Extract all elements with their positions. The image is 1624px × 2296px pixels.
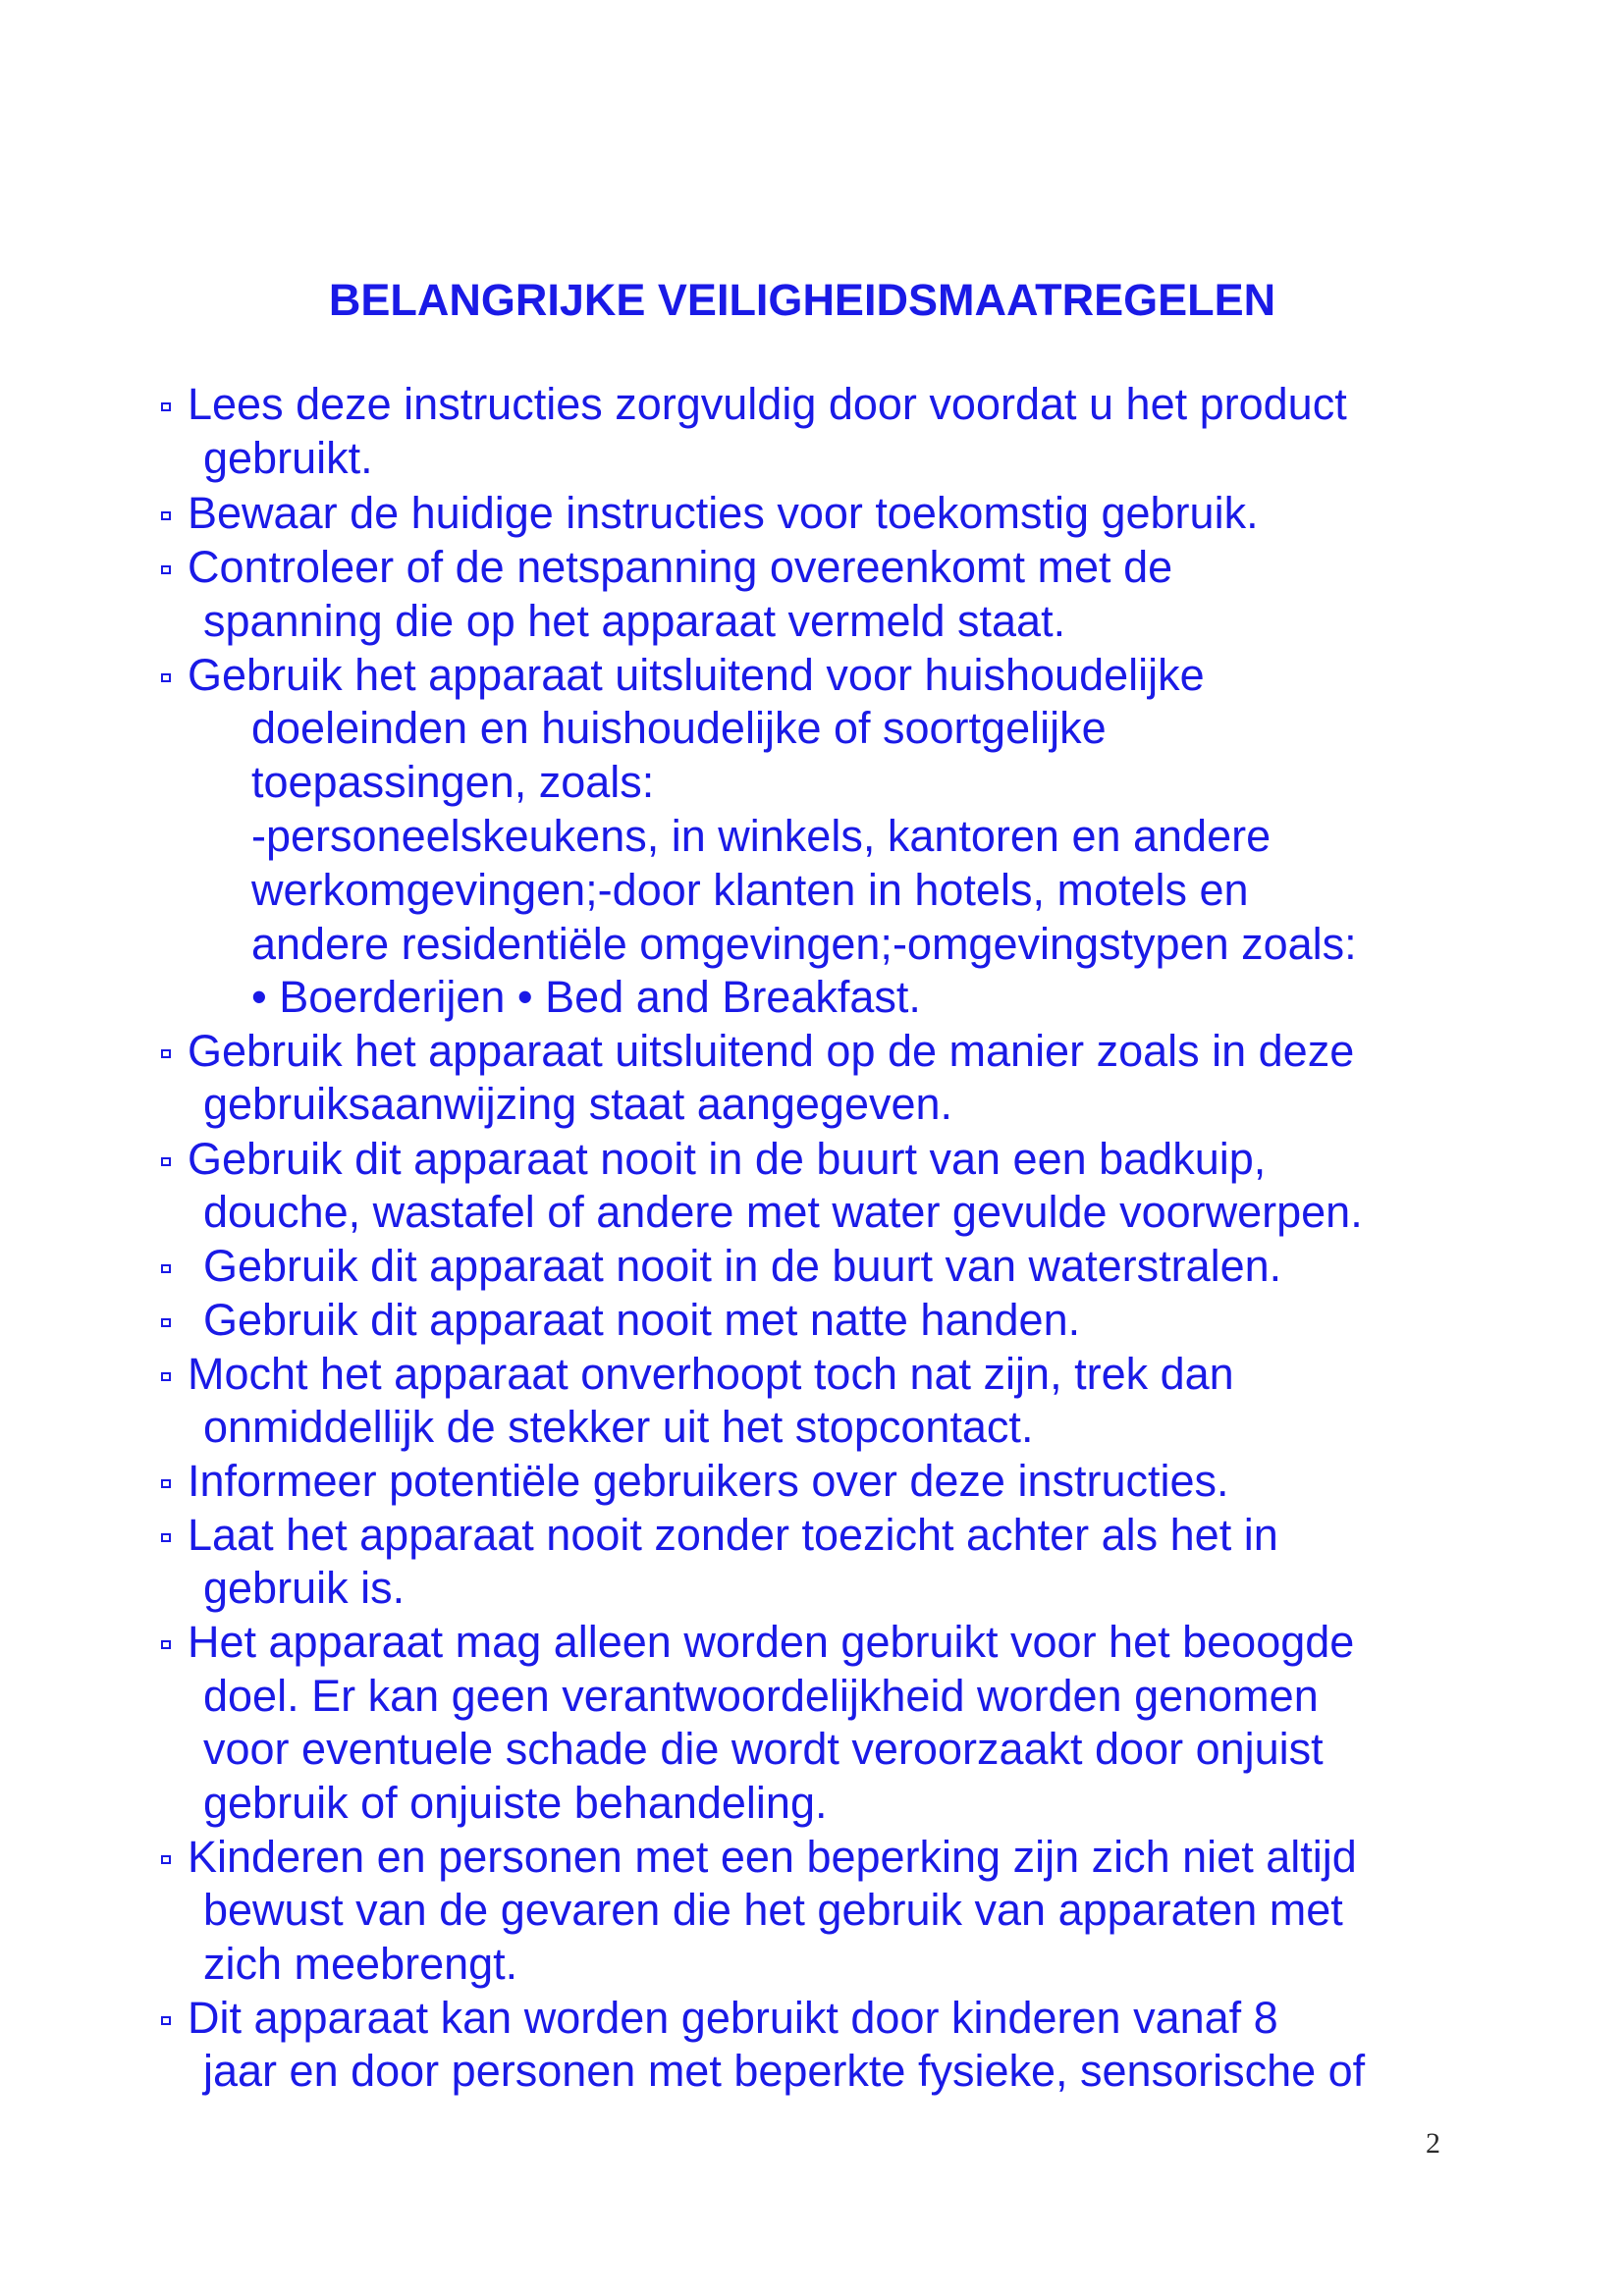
- list-item-line: Het apparaat mag alleen worden gebruikt voor het beoogde: [188, 1617, 1355, 1667]
- list-item-line: Kinderen en personen met een beperking zijn zich niet altijd: [188, 1832, 1357, 1882]
- list-item-line: gebruiksaanwijzing staat aangegeven.: [203, 1079, 953, 1129]
- list-item-line: toepassingen, zoals:: [251, 757, 655, 807]
- list-item-line: Controleer of de netspanning overeenkomt met de: [188, 542, 1173, 592]
- list-item-line: -personeelskeukens, in winkels, kantoren en andere: [251, 811, 1272, 861]
- list-item-line: bewust van de gevaren die het gebruik van apparaten met: [203, 1885, 1343, 1935]
- list-item-line: Laat het apparaat nooit zonder toezicht achter als het in: [188, 1510, 1278, 1560]
- page-number: 2: [1426, 2127, 1440, 2160]
- bullet-icon: [161, 1640, 171, 1649]
- bullet-icon: [161, 511, 171, 520]
- list-item-line: gebruik is.: [203, 1563, 406, 1613]
- bullet-icon: [161, 1855, 171, 1864]
- bullet-icon: [161, 1372, 171, 1381]
- bullet-icon: [161, 1533, 171, 1542]
- list-item-line: andere residentiële omgevingen;-omgevingstypen zoals:: [251, 919, 1357, 969]
- bullet-icon: [161, 1049, 171, 1058]
- list-item-line: Lees deze instructies zorgvuldig door voordat u het product: [188, 379, 1347, 429]
- bullet-icon: [161, 2016, 171, 2025]
- list-item-line: douche, wastafel of andere met water gevulde voorwerpen.: [203, 1187, 1363, 1237]
- list-item-line: gebruikt.: [203, 433, 373, 483]
- list-item-line: spanning die op het apparaat vermeld staat.: [203, 596, 1066, 646]
- bullet-icon: [161, 1318, 171, 1327]
- list-item-line: Bewaar de huidige instructies voor toekomstig gebruik.: [188, 488, 1259, 538]
- bullet-icon: [161, 402, 171, 411]
- list-item-line: Gebruik het apparaat uitsluitend op de manier zoals in deze: [188, 1026, 1355, 1076]
- list-item-line: Informeer potentiële gebruikers over deze instructies.: [188, 1456, 1229, 1506]
- list-item-line: gebruik of onjuiste behandeling.: [203, 1778, 828, 1828]
- list-item-line: onmiddellijk de stekker uit het stopcontact.: [203, 1402, 1034, 1452]
- list-item-line: Mocht het apparaat onverhoopt toch nat zijn, trek dan: [188, 1349, 1234, 1399]
- bullet-icon: [161, 1479, 171, 1488]
- list-item-line: zich meebrengt.: [203, 1939, 518, 1989]
- list-item-line: Gebruik dit apparaat nooit met natte handen.: [203, 1295, 1081, 1345]
- list-item-line: jaar en door personen met beperkte fysieke, sensorische of: [203, 2046, 1366, 2096]
- list-item-line: Gebruik dit apparaat nooit in de buurt van een badkuip,: [188, 1134, 1267, 1184]
- list-item-line: doeleinden en huishoudelijke of soortgelijke: [251, 703, 1107, 753]
- bullet-icon: [161, 565, 171, 574]
- list-item-line: Gebruik dit apparaat nooit in de buurt van waterstralen.: [203, 1241, 1282, 1291]
- bullet-icon: [161, 673, 171, 682]
- list-item-line: • Boerderijen • Bed and Breakfast.: [251, 972, 921, 1022]
- list-item-line: doel. Er kan geen verantwoordelijkheid worden genomen: [203, 1671, 1319, 1721]
- bullet-icon: [161, 1157, 171, 1166]
- list-item-line: Gebruik het apparaat uitsluitend voor huishoudelijke: [188, 650, 1205, 700]
- bullet-icon: [161, 1264, 171, 1273]
- list-item-line: Dit apparaat kan worden gebruikt door kinderen vanaf 8: [188, 1993, 1278, 2043]
- list-item-line: voor eventuele schade die wordt veroorzaakt door onjuist: [203, 1724, 1324, 1774]
- list-item-line: werkomgevingen;-door klanten in hotels, motels en: [251, 865, 1249, 915]
- page-title: BELANGRIJKE VEILIGHEIDSMAATREGELEN: [328, 275, 1276, 325]
